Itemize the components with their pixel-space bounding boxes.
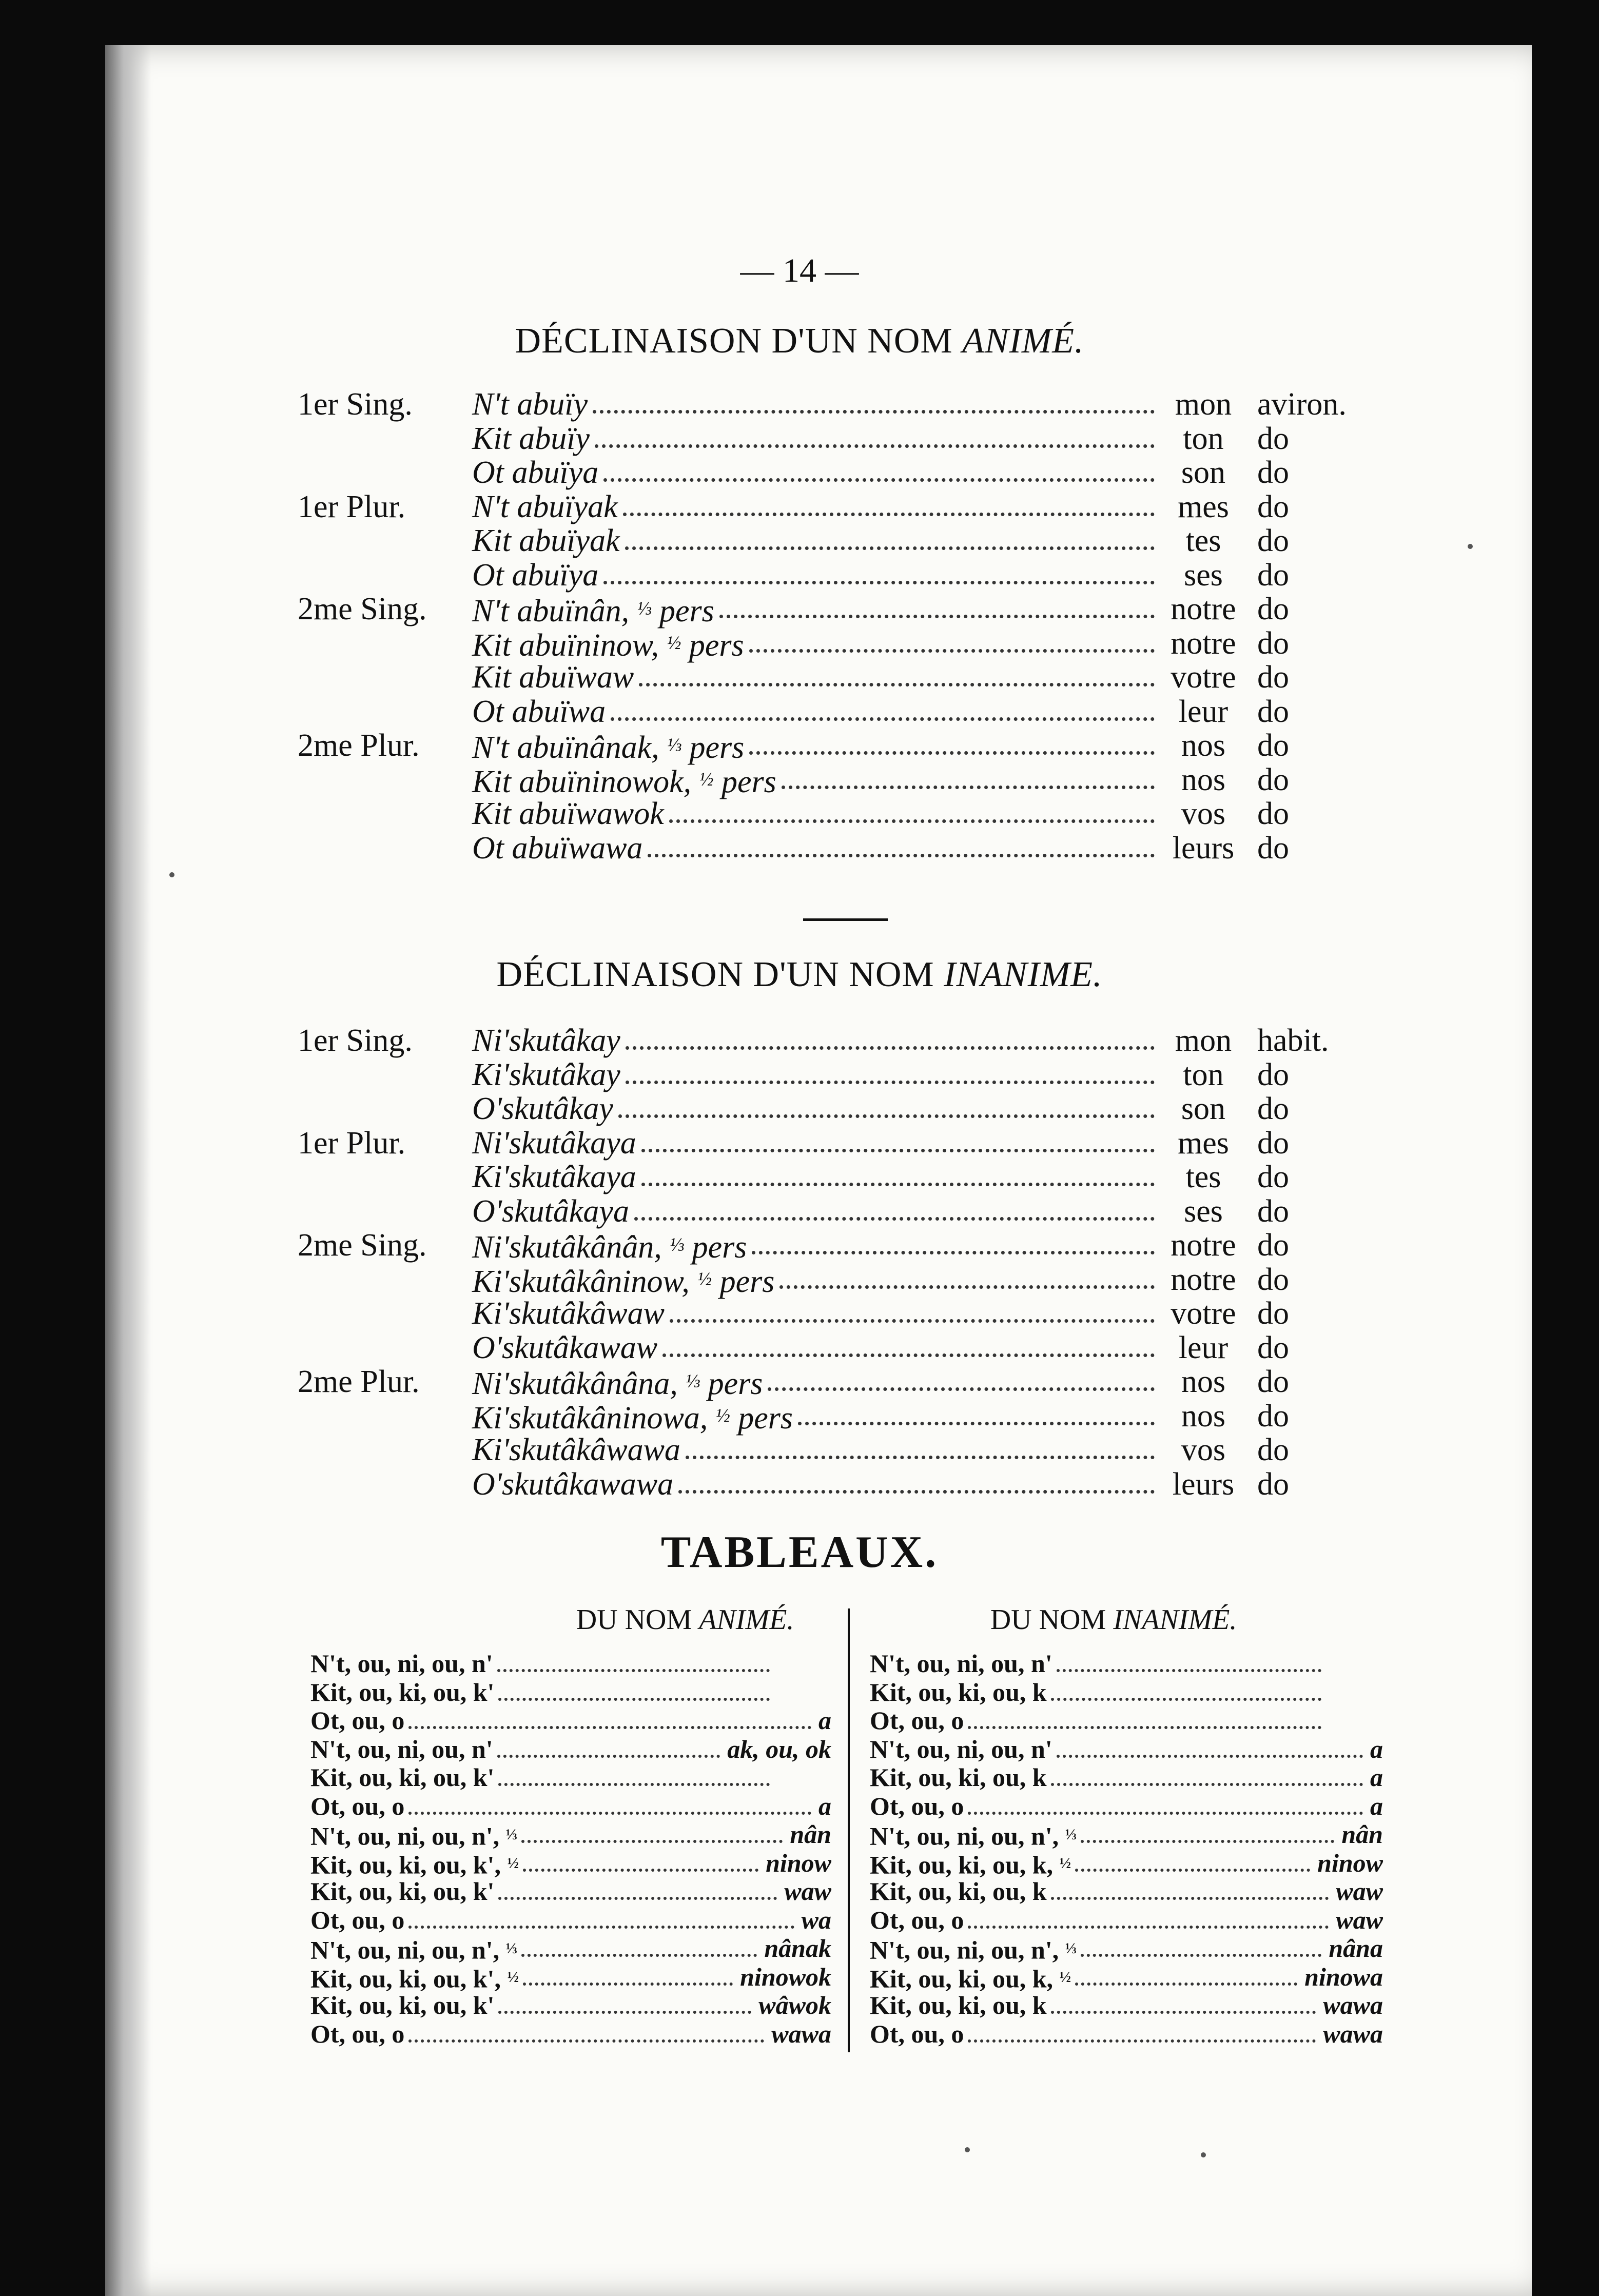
declension-row [298, 422, 1386, 456]
noun-word: habit. [1257, 1023, 1329, 1058]
dot-leader [498, 2011, 751, 2014]
noun-form: Ot abuïwawa [472, 830, 643, 866]
row-label: 2me Sing. [298, 592, 427, 626]
dot-leader [749, 751, 1155, 755]
noun-word: do [1257, 1432, 1289, 1467]
tableau-ending: wawa [1323, 1991, 1383, 2019]
left-heading-italic: ANIMÉ. [699, 1604, 794, 1636]
tableau-ending: nânak [764, 1934, 831, 1963]
dot-leader [1057, 1669, 1321, 1672]
noun-word: do [1257, 1193, 1289, 1229]
tableau-ending: nân [790, 1820, 831, 1849]
dot-leader [648, 854, 1155, 857]
left-heading-prefix: DU NOM [576, 1604, 692, 1636]
animate-declension-list [298, 387, 1386, 865]
dot-leader [408, 2039, 764, 2043]
tableaux-title: TABLEAUX. [660, 1527, 939, 1577]
possessive-word: tes [1185, 523, 1221, 558]
noun-form: Kit abuïninowok, $^{\frac{1}{2}}$ pers [472, 764, 776, 799]
declension-row [298, 1297, 1386, 1331]
possessive-word: ton [1183, 1057, 1224, 1092]
noun-form: Kit abuïninow, $^{\frac{1}{2}}$ pers [472, 627, 744, 663]
tableau-prefix: Kit, ou, ki, ou, k [870, 1991, 1047, 2019]
paper-speck [1468, 544, 1473, 549]
possessive-word: notre [1171, 1228, 1236, 1263]
tableau-prefix: Kit, ou, ki, ou, k, $^{\frac{1}{2}}$ [870, 1964, 1071, 1993]
dot-leader [521, 1954, 757, 1957]
tableau-ending: a [1370, 1791, 1383, 1820]
declension-row [298, 1058, 1386, 1092]
tableau-ending: a [818, 1706, 831, 1735]
possessive-word: son [1181, 455, 1226, 490]
noun-form: Ki'skutâkaya [472, 1160, 636, 1194]
tableaux-right-heading [883, 1603, 1344, 1636]
noun-form: Ot abuïya [472, 455, 599, 490]
paper-speck [1201, 2152, 1206, 2157]
tableau-row [870, 1963, 1383, 1992]
page-binding-shadow [105, 45, 151, 2296]
noun-form: Ot abuïya [472, 557, 599, 593]
noun-word: do [1257, 421, 1289, 456]
tableaux-column-separator [848, 1608, 850, 2052]
dot-leader [625, 546, 1155, 550]
dot-leader [686, 1456, 1155, 1459]
right-heading-prefix: DU NOM [990, 1604, 1106, 1636]
possessive-word: leurs [1172, 1466, 1235, 1502]
dot-leader [498, 1897, 777, 1900]
possessive-word: vos [1181, 1432, 1226, 1467]
tableau-row [310, 1792, 831, 1821]
noun-form: Kit abuïyak [472, 523, 620, 558]
noun-word: do [1257, 625, 1289, 661]
tableau-prefix: Ot, ou, o [870, 1791, 964, 1820]
dot-leader [593, 410, 1155, 414]
noun-form: O'skutâkawawa [472, 1466, 674, 1502]
tableau-ending: wawa [1323, 2019, 1383, 2048]
noun-word: do [1257, 1125, 1289, 1161]
row-label: 2me Sing. [298, 1228, 427, 1263]
declension-row [298, 831, 1386, 866]
dot-leader [626, 1081, 1155, 1084]
possessive-word: son [1181, 1091, 1226, 1126]
declension-row [298, 592, 1386, 629]
tableau-ending: nân [1341, 1820, 1383, 1849]
possessive-word: mes [1178, 1125, 1229, 1161]
tableau-row [870, 1849, 1383, 1878]
tableau-prefix: N't, ou, ni, ou, n' [310, 1649, 493, 1678]
dot-leader [968, 1812, 1363, 1815]
possessive-word: ton [1183, 421, 1224, 456]
noun-form: O'skutâkawaw [472, 1330, 658, 1365]
tableau-prefix: Kit, ou, ki, ou, k', $^{\frac{1}{2}}$ [310, 1964, 519, 1993]
inanimate-title-prefix: DÉCLINAISON D'UN NOM [496, 955, 934, 994]
tableau-row [310, 1991, 831, 2020]
dot-leader [1051, 1897, 1329, 1900]
tableau-ending: ninowok [740, 1962, 831, 1991]
declension-row [298, 1126, 1386, 1161]
tableau-prefix: Kit, ou, ki, ou, k' [310, 1991, 495, 2019]
dot-leader [641, 1183, 1155, 1186]
tableau-prefix: Kit, ou, ki, ou, k [870, 1877, 1047, 1906]
tableau-ending: wa [801, 1905, 831, 1934]
dot-leader [611, 717, 1155, 721]
noun-word: do [1257, 1364, 1289, 1399]
row-label: 2me Plur. [298, 1364, 420, 1399]
tableau-prefix: N't, ou, ni, ou, n', $^{\frac{1}{3}}$ [310, 1935, 518, 1965]
dot-leader [408, 1926, 794, 1929]
tableau-ending: ninowa [1304, 1962, 1383, 1991]
dot-leader [641, 1149, 1155, 1152]
noun-form: Ni'skutâkay [472, 1023, 620, 1058]
dot-leader [968, 1726, 1321, 1729]
declension-row [298, 558, 1386, 593]
tableau-ending: a [1370, 1734, 1383, 1763]
noun-form: O'skutâkaya [472, 1193, 629, 1229]
tableau-row [310, 2020, 831, 2049]
dot-leader [1081, 1954, 1321, 1957]
dot-leader [603, 478, 1155, 482]
noun-word: do [1257, 1466, 1289, 1502]
dot-leader [497, 1755, 720, 1758]
tableaux-right-column [870, 1650, 1383, 2048]
dot-leader [595, 444, 1155, 448]
dot-leader [523, 1869, 758, 1872]
dot-leader [968, 2039, 1316, 2043]
tableau-ending: waw [784, 1877, 831, 1906]
dot-leader [521, 1840, 783, 1843]
tableau-prefix: N't, ou, ni, ou, n' [870, 1649, 1052, 1678]
possessive-word: mes [1178, 489, 1229, 524]
tableau-prefix: Ot, ou, o [870, 2019, 964, 2048]
tableau-row [870, 1877, 1383, 1906]
dot-leader [498, 1783, 770, 1786]
noun-word: do [1257, 728, 1289, 763]
tableau-prefix: Kit, ou, ki, ou, k' [310, 1677, 495, 1706]
possessive-word: notre [1171, 625, 1236, 661]
declension-row [298, 763, 1386, 797]
tableau-row [310, 1735, 831, 1764]
noun-form: Ki'skutâkâwawa [472, 1432, 680, 1467]
noun-form: Ni'skutâkânân, $^{\frac{1}{3}}$ pers [472, 1230, 747, 1265]
tableau-ending: waw [1336, 1905, 1383, 1934]
tableau-row [310, 1849, 831, 1878]
dot-leader [779, 1285, 1155, 1289]
dot-leader [968, 1926, 1329, 1929]
tableau-row [310, 1934, 831, 1963]
noun-word: aviron. [1257, 387, 1347, 422]
declension-row [298, 1331, 1386, 1365]
dot-leader [662, 1353, 1155, 1357]
declension-row [298, 797, 1386, 831]
tableau-prefix: Ot, ou, o [870, 1706, 964, 1735]
tableau-prefix: Ot, ou, o [310, 1791, 405, 1820]
noun-form: N't abuïyak [472, 489, 618, 524]
possessive-word: tes [1185, 1160, 1221, 1194]
tableau-ending: ak, ou, ok [727, 1734, 831, 1763]
declension-row [298, 524, 1386, 558]
tableau-row [310, 1678, 831, 1707]
dot-leader [408, 1726, 811, 1729]
possessive-word: leurs [1172, 830, 1235, 866]
tableau-prefix: Ot, ou, o [870, 1905, 964, 1934]
dot-leader [634, 1217, 1155, 1221]
dot-leader [768, 1387, 1155, 1391]
dot-leader [752, 1251, 1155, 1254]
tableau-row [310, 1706, 831, 1735]
noun-word: do [1257, 489, 1289, 524]
possessive-word: vos [1181, 796, 1226, 831]
declension-row [298, 728, 1386, 766]
possessive-word: nos [1181, 728, 1226, 763]
section-divider-rule [803, 918, 888, 921]
noun-form: Ki'skutâkay [472, 1057, 620, 1092]
noun-word: do [1257, 523, 1289, 558]
noun-form: Ot abuïwa [472, 694, 606, 729]
row-label: 2me Plur. [298, 728, 420, 763]
tableau-prefix: N't, ou, ni, ou, n', $^{\frac{1}{3}}$ [310, 1821, 518, 1851]
row-label: 1er Plur. [298, 489, 406, 524]
tableau-ending: waw [1336, 1877, 1383, 1906]
dot-leader [623, 513, 1155, 516]
tableau-row [870, 1792, 1383, 1821]
right-heading-italic: INANIMÉ. [1113, 1604, 1237, 1636]
dot-leader [669, 819, 1155, 823]
tableau-ending: a [1370, 1763, 1383, 1792]
noun-form: Ni'skutâkânâna, $^{\frac{1}{3}}$ pers [472, 1366, 763, 1402]
noun-form: N't abuïy [472, 387, 588, 422]
noun-word: do [1257, 830, 1289, 866]
possessive-word: notre [1171, 592, 1236, 626]
noun-form: Ki'skutâkâninowa, $^{\frac{1}{2}}$ pers [472, 1400, 793, 1436]
declension-row [298, 1263, 1386, 1297]
tableau-row [310, 1820, 831, 1849]
declension-row [298, 660, 1386, 695]
tableau-row [310, 1763, 831, 1792]
possessive-word: notre [1171, 1262, 1236, 1297]
possessive-word: nos [1181, 1398, 1226, 1434]
declension-row [298, 1399, 1386, 1434]
tableau-row [870, 1706, 1383, 1735]
noun-word: do [1257, 694, 1289, 729]
noun-form: N't abuïnânak, $^{\frac{1}{3}}$ pers [472, 730, 745, 766]
noun-word: do [1257, 557, 1289, 593]
declension-row [298, 1433, 1386, 1467]
possessive-word: leur [1178, 694, 1228, 729]
tableau-ending: wâwok [758, 1991, 831, 2019]
noun-word: do [1257, 1330, 1289, 1365]
declension-row [298, 626, 1386, 661]
dot-leader [678, 1490, 1155, 1494]
animate-title-italic: ANIMÉ. [962, 321, 1084, 361]
noun-word: do [1257, 455, 1289, 490]
noun-form: Kit abuïwawok [472, 796, 664, 831]
noun-word: do [1257, 1091, 1289, 1126]
declension-row [298, 490, 1386, 524]
tableau-row [870, 1735, 1383, 1764]
noun-word: do [1257, 1160, 1289, 1194]
dot-leader [603, 581, 1155, 584]
tableau-row [870, 1934, 1383, 1963]
dot-leader [719, 615, 1155, 618]
tableau-prefix: Kit, ou, ki, ou, k' [310, 1877, 495, 1906]
tableau-row [870, 2020, 1383, 2049]
dot-leader [1075, 1983, 1297, 1986]
noun-word: do [1257, 1398, 1289, 1434]
inanimate-declension-list [298, 1024, 1386, 1501]
tableau-row [870, 1678, 1383, 1707]
tableau-row [870, 1763, 1383, 1792]
tableau-prefix: Kit, ou, ki, ou, k [870, 1677, 1047, 1706]
declension-row [298, 387, 1386, 422]
declension-row [298, 1092, 1386, 1126]
tableau-row [870, 1650, 1383, 1678]
tableau-row [310, 1906, 831, 1935]
declension-row [298, 1024, 1386, 1058]
possessive-word: nos [1181, 762, 1226, 797]
dot-leader [798, 1422, 1155, 1425]
tableau-prefix: N't, ou, ni, ou, n', $^{\frac{1}{3}}$ [870, 1935, 1077, 1965]
noun-form: O'skutâkay [472, 1091, 613, 1126]
tableau-prefix: Ot, ou, o [310, 1905, 405, 1934]
noun-word: do [1257, 1262, 1289, 1297]
declension-row [298, 1467, 1386, 1502]
declension-row [298, 1160, 1386, 1194]
row-label: 1er Plur. [298, 1125, 406, 1161]
row-label: 1er Sing. [298, 1023, 413, 1058]
tableau-row [310, 1877, 831, 1906]
tableau-prefix: Kit, ou, ki, ou, k', $^{\frac{1}{2}}$ [310, 1850, 519, 1879]
noun-word: do [1257, 592, 1289, 626]
animate-section-title [0, 321, 1599, 362]
tableau-ending: nâna [1329, 1934, 1383, 1963]
possessive-word: mon [1175, 1023, 1232, 1058]
tableau-prefix: Kit, ou, ki, ou, k' [310, 1763, 495, 1792]
dot-leader [670, 1319, 1155, 1323]
possessive-word: ses [1184, 557, 1223, 593]
dot-leader [1057, 1755, 1363, 1758]
noun-word: do [1257, 1296, 1289, 1331]
tableau-row [870, 1906, 1383, 1935]
tableau-prefix: N't, ou, ni, ou, n' [310, 1734, 493, 1763]
noun-form: Ni'skutâkaya [472, 1125, 636, 1161]
noun-word: do [1257, 1228, 1289, 1263]
noun-form: Ki'skutâkâwaw [472, 1296, 665, 1331]
tableau-row [870, 1991, 1383, 2020]
dot-leader [782, 786, 1155, 789]
possessive-word: mon [1175, 387, 1232, 422]
dot-leader [1051, 1698, 1321, 1701]
noun-form: N't abuïnân, $^{\frac{1}{3}}$ pers [472, 594, 714, 629]
noun-word: do [1257, 1057, 1289, 1092]
tableau-prefix: Ot, ou, o [310, 2019, 405, 2048]
animate-title-prefix: DÉCLINAISON D'UN NOM [515, 321, 953, 361]
possessive-word: ses [1184, 1193, 1223, 1229]
tableau-ending: ninow [1317, 1848, 1383, 1877]
dot-leader [1081, 1840, 1334, 1843]
dot-leader [1075, 1869, 1310, 1872]
dot-leader [626, 1046, 1155, 1050]
tableau-row [310, 1650, 831, 1678]
possessive-word: votre [1171, 660, 1236, 695]
dot-leader [408, 1812, 811, 1815]
tableau-prefix: N't, ou, ni, ou, n' [870, 1734, 1052, 1763]
possessive-word: nos [1181, 1364, 1226, 1399]
tableau-row [310, 1963, 831, 1992]
noun-form: Kit abuïwaw [472, 660, 634, 695]
declension-row [298, 695, 1386, 729]
tableaux-left-heading [454, 1603, 916, 1636]
declension-row [298, 1194, 1386, 1229]
dot-leader [639, 683, 1155, 686]
dot-leader [749, 649, 1155, 653]
noun-form: Kit abuïy [472, 421, 590, 456]
tableau-ending: wawa [771, 2019, 831, 2048]
tableau-prefix: Kit, ou, ki, ou, k, $^{\frac{1}{2}}$ [870, 1850, 1071, 1879]
paper-speck [169, 872, 174, 877]
possessive-word: votre [1171, 1296, 1236, 1331]
declension-row [298, 1364, 1386, 1402]
declension-row [298, 1228, 1386, 1263]
dot-leader [497, 1669, 770, 1672]
dot-leader [1051, 1783, 1363, 1786]
declension-row [298, 456, 1386, 490]
tableau-ending: a [818, 1791, 831, 1820]
noun-word: do [1257, 660, 1289, 695]
paper-speck [965, 2147, 970, 2152]
dot-leader [498, 1698, 770, 1701]
tableau-ending: ninow [766, 1848, 831, 1877]
page-number: — 14 — [740, 252, 859, 289]
noun-form: Ki'skutâkâninow, $^{\frac{1}{2}}$ pers [472, 1264, 775, 1299]
noun-word: do [1257, 762, 1289, 797]
noun-word: do [1257, 796, 1289, 831]
row-label: 1er Sing. [298, 387, 413, 422]
inanimate-title-italic: INANIME. [944, 955, 1103, 994]
possessive-word: leur [1178, 1330, 1228, 1365]
dot-leader [523, 1983, 733, 1986]
tableau-prefix: Kit, ou, ki, ou, k [870, 1763, 1047, 1792]
tableaux-left-column [310, 1650, 831, 2048]
tableau-prefix: Ot, ou, o [310, 1706, 405, 1735]
tableau-row [870, 1820, 1383, 1849]
tableau-prefix: N't, ou, ni, ou, n', $^{\frac{1}{3}}$ [870, 1821, 1077, 1851]
inanimate-section-title [0, 954, 1599, 995]
dot-leader [618, 1114, 1155, 1118]
dot-leader [1051, 2011, 1316, 2014]
